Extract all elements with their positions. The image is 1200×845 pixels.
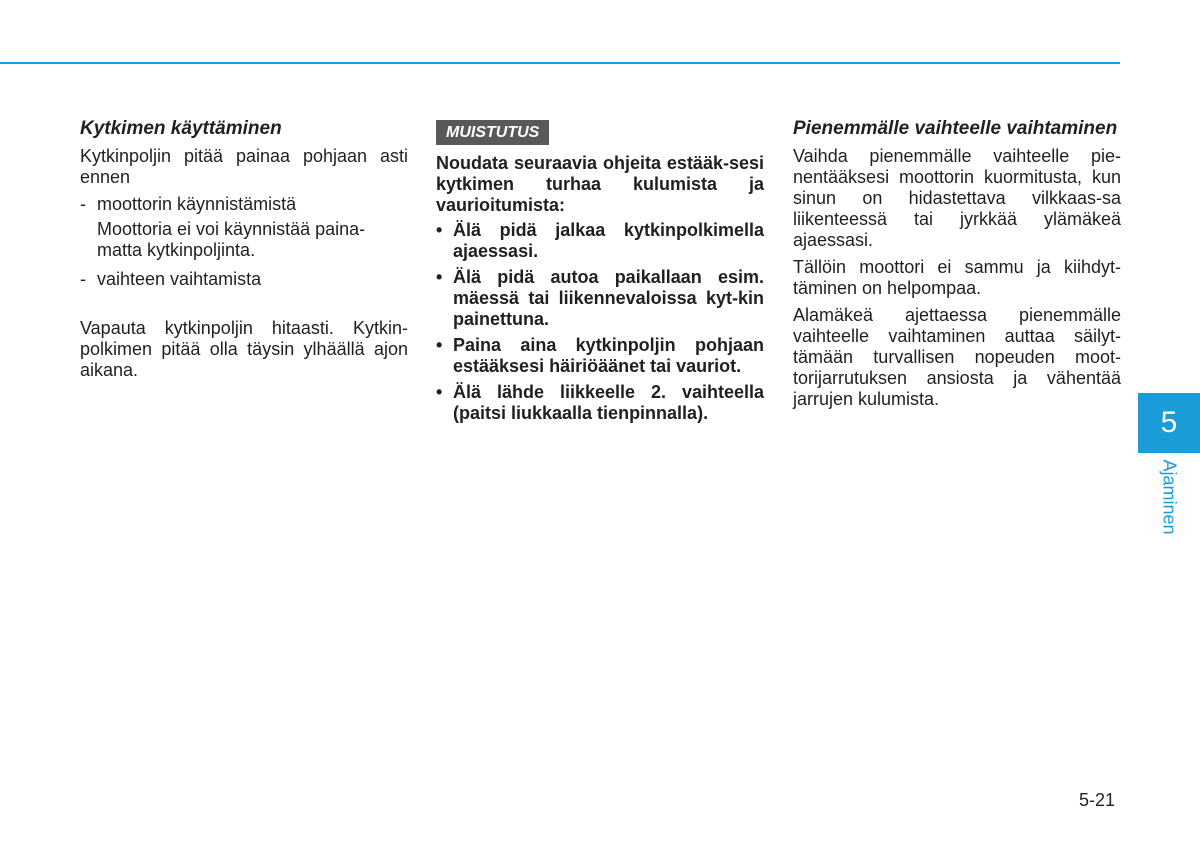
list-item: [80, 269, 408, 294]
notice-column: [436, 118, 764, 429]
spacer: [80, 298, 408, 318]
notice-bullet: [436, 220, 764, 262]
notice-bullet-text: Paina aina kytkinpoljin pohjaan estääksesi häiriöäänet tai vauriot.: [453, 335, 764, 376]
right-column: [793, 118, 1121, 416]
downshift-paragraph: Alamäkeä ajettaessa pienemmälle vaihteelle vaihtaminen auttaa säilyt-tämään turvallisen nopeuden moot-torijarrutuksen ansiosta ja vähentää jarrujen kulumista.: [793, 305, 1121, 409]
list-item-note: Moottoria ei voi käynnistää paina-matta kytkinpoljinta.: [97, 219, 366, 260]
list-item-text: vaihteen vaihtamista: [97, 269, 262, 289]
list-item: [80, 194, 408, 265]
notice-bullet: [436, 267, 764, 330]
left-column: [80, 118, 408, 387]
section-title-downshift: Pienemmälle vaihteelle vaihtaminen: [793, 118, 1118, 139]
notice-bullet-text: Älä pidä autoa paikallaan esim. mäessä tai liikennevaloissa kyt-kin painettuna.: [453, 267, 764, 329]
clutch-closing: Vapauta kytkinpoljin hitaasti. Kytkin-polkimen pitää olla täysin ylhäällä ajon aikana.: [80, 318, 408, 380]
notice-badge: MUISTUTUS: [436, 120, 549, 145]
list-item-body: [97, 194, 408, 265]
chapter-name-label: Ajaminen: [1159, 459, 1180, 535]
chapter-number-tab: 5: [1138, 393, 1200, 453]
clutch-intro: Kytkinpoljin pitää painaa pohjaan asti ennen: [80, 146, 408, 187]
dash-marker: -: [80, 269, 86, 289]
page-number: 5-21: [1079, 790, 1116, 810]
downshift-paragraph: Vaihda pienemmälle vaihteelle pie-nentääksesi moottorin kuormitusta, kun sinun on hidastettava vilkkaas-sa liikenteessä tai jyrkkää ylämäkeä ajaessasi.: [793, 146, 1121, 250]
bullet-marker: •: [436, 335, 443, 355]
dash-marker: -: [80, 194, 86, 214]
notice-bullet: [436, 382, 764, 424]
notice-bullet-text: Älä pidä jalkaa kytkinpolkimella ajaessasi.: [453, 220, 764, 261]
downshift-paragraph: Tällöin moottori ei sammu ja kiihdyt-täminen on helpompaa.: [793, 257, 1121, 298]
bullet-marker: •: [436, 382, 443, 402]
notice-bullet: [436, 335, 764, 377]
section-title-clutch: Kytkimen käyttäminen: [80, 118, 282, 139]
notice-bullet-text: Älä lähde liikkeelle 2. vaihteella (paitsi liukkaalla tienpinnalla).: [453, 382, 764, 423]
bullet-marker: •: [436, 267, 443, 287]
list-item-body: [97, 269, 408, 294]
header-rule: [0, 62, 1120, 64]
bullet-marker: •: [436, 220, 443, 240]
list-item-text: moottorin käynnistämistä: [97, 194, 297, 214]
notice-intro: Noudata seuraavia ohjeita estääk-sesi kytkimen turhaa kulumista ja vaurioitumista:: [436, 153, 764, 215]
